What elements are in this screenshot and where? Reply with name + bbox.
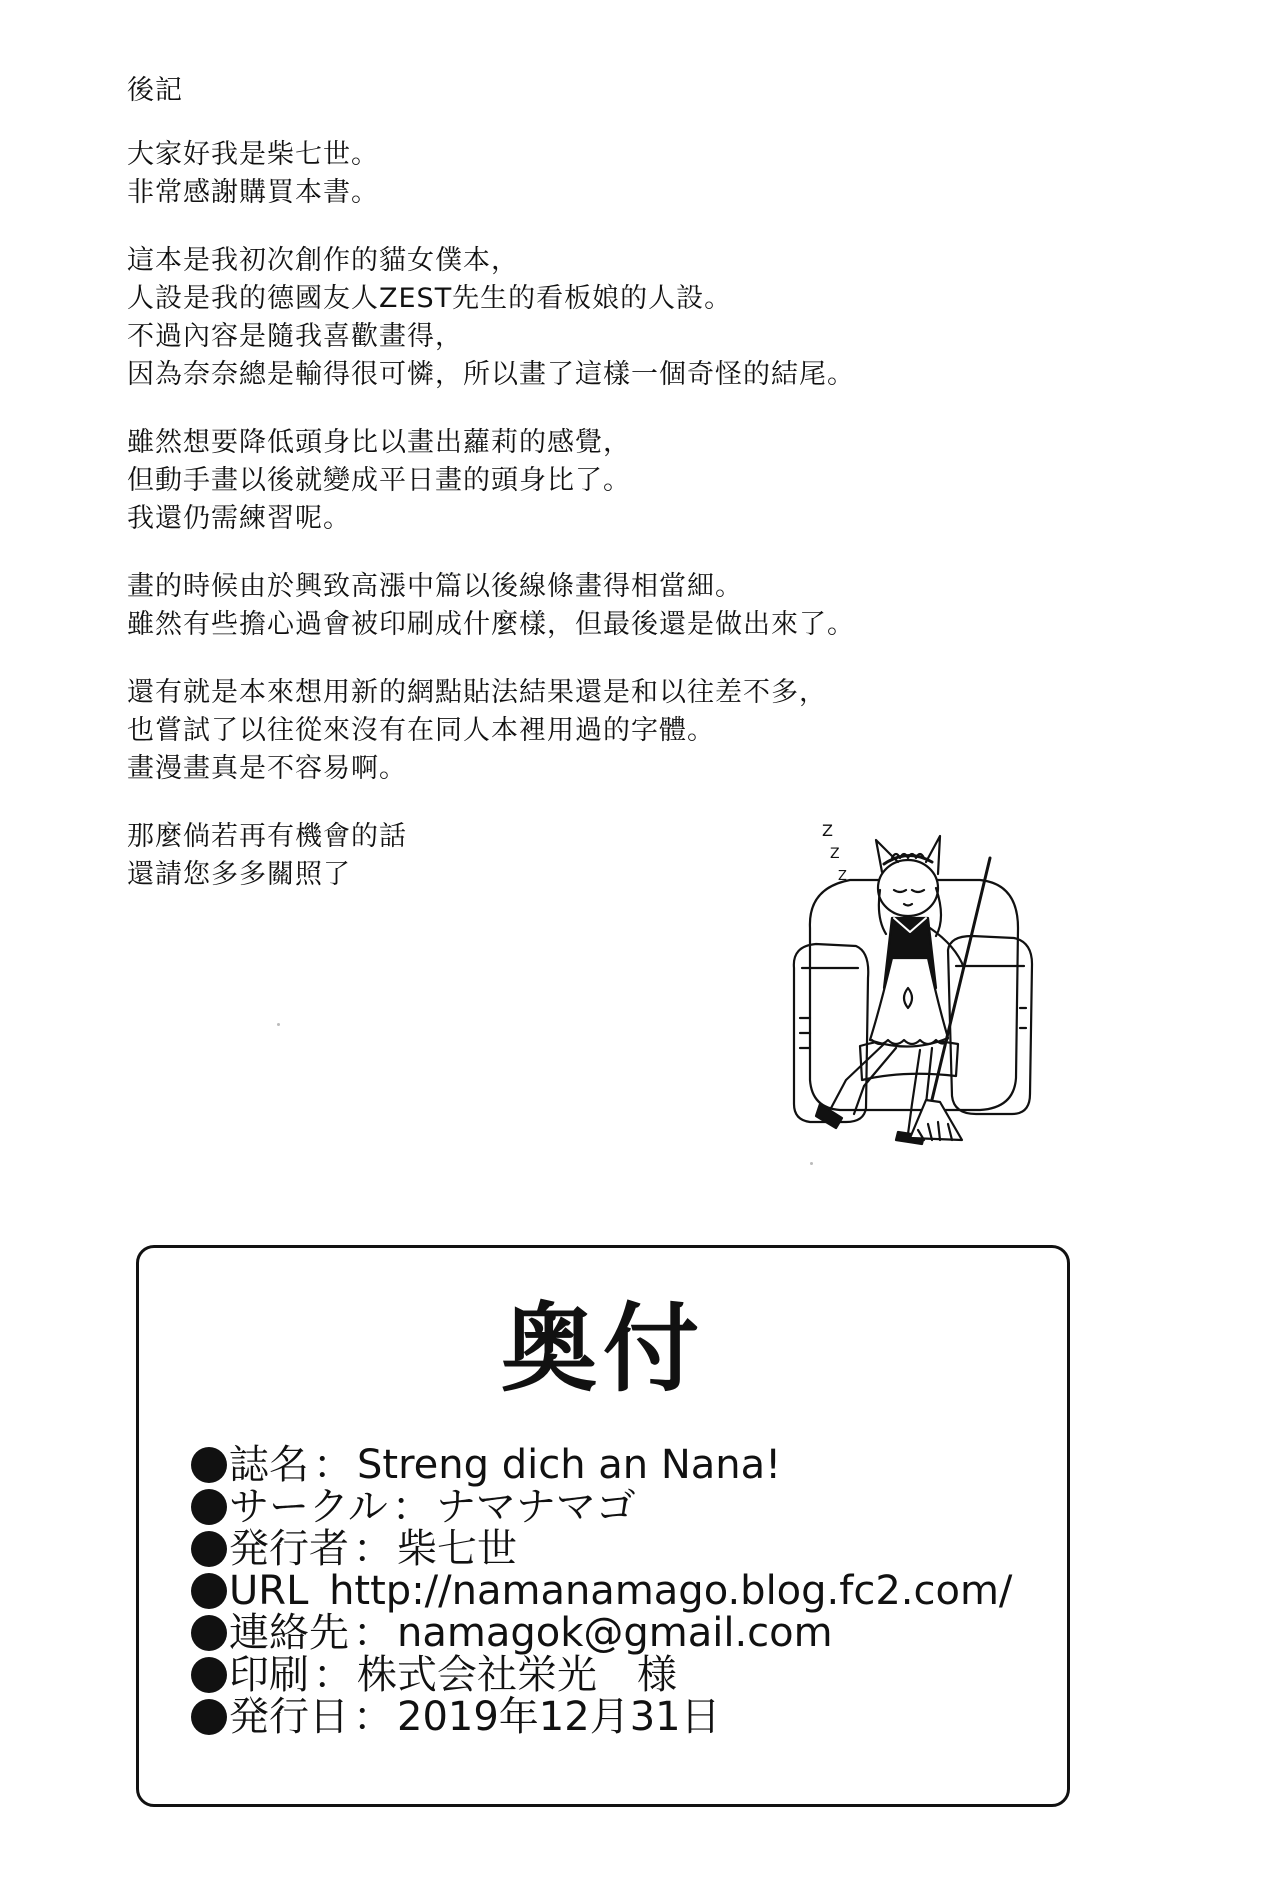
sleep-z-3: Z [838,869,847,884]
entry-label: URL [229,1568,309,1614]
afterword-line: 雖然想要降低頭身比以畫出蘿莉的感覺， [127,427,631,458]
afterword-paragraph [127,242,987,394]
colophon-entry-printer [191,1654,1012,1696]
bullet-icon [191,1489,227,1525]
entry-value: 株式会社栄光 様 [357,1652,677,1698]
sleeping-cat-maid-illustration [780,818,1040,1148]
colophon-entry-title [191,1444,1012,1486]
afterword-line: 還有就是本來想用新的網點貼法結果還是和以往差不多， [127,677,827,708]
afterword-line: 畫的時候由於興致高漲中篇以後線條畫得相當細。 [127,571,743,602]
entry-separator [312,1568,325,1614]
afterword-line: 還請您多多關照了 [127,859,351,890]
afterword-line: 非常感謝購買本書。 [127,177,379,208]
colophon-box [136,1245,1070,1807]
entry-value: namagok@gmail.com [397,1610,833,1656]
afterword-line: 但動手畫以後就變成平日畫的頭身比了。 [127,465,631,496]
colophon-entry-contact [191,1612,1012,1654]
entry-separator: ： [313,1442,353,1488]
afterword-line: 這本是我初次創作的貓女僕本， [127,245,519,276]
colophon-entry-url [191,1570,1012,1612]
paper-speck [277,1023,280,1026]
colophon-entry-circle [191,1486,1012,1528]
paper-speck [810,1162,813,1165]
afterword-paragraph [127,568,987,644]
colophon-title: 奥付 [501,1293,705,1405]
colophon-entry-date [191,1696,1012,1738]
afterword-line: 那麼倘若再有機會的話 [127,821,407,852]
afterword-paragraph [127,674,987,788]
entry-separator: ： [391,1484,432,1530]
afterword-title: 後記 [127,75,183,106]
entry-label: 連絡先 [229,1610,349,1656]
entry-value: ナマナマゴ [435,1484,636,1530]
colophon-list [191,1444,1012,1738]
entry-label: サークル [229,1484,388,1530]
afterword-line: 不過內容是隨我喜歡畫得， [127,321,463,352]
bullet-icon [191,1531,227,1567]
afterword-line: 人設是我的德國友人ZEST先生的看板娘的人設。 [127,283,733,314]
afterword-line: 因為奈奈總是輸得很可憐，所以畫了這樣一個奇怪的結尾。 [127,359,855,390]
afterword-line: 雖然有些擔心過會被印刷成什麼樣，但最後還是做出來了。 [127,609,855,640]
entry-separator: ： [353,1526,393,1572]
afterword-line: 我還仍需練習呢。 [127,503,351,534]
entry-separator: ： [313,1652,353,1698]
entry-label: 発行者 [229,1526,349,1572]
sleeping-cat-maid-icon [780,818,1040,1148]
bullet-icon [191,1699,227,1735]
afterword-line: 大家好我是柴七世。 [127,139,379,170]
entry-label: 印刷 [229,1652,309,1698]
bullet-icon [191,1447,227,1483]
entry-value: Streng dich an Nana! [357,1442,782,1488]
bullet-icon [191,1657,227,1693]
entry-separator: ： [353,1610,393,1656]
colophon-entry-publisher [191,1528,1012,1570]
afterword-line: 畫漫畫真是不容易啊。 [127,753,407,784]
entry-label: 発行日 [229,1694,349,1740]
entry-separator: ： [353,1694,393,1740]
entry-value: 2019年12月31日 [397,1694,721,1740]
afterword-section [127,72,987,924]
entry-value: http://namanamago.blog.fc2.com/ [329,1568,1013,1614]
entry-value: 柴七世 [397,1526,517,1572]
afterword-line: 也嘗試了以往從來沒有在同人本裡用過的字體。 [127,715,715,746]
entry-label: 誌名 [229,1442,309,1488]
bullet-icon [191,1573,227,1609]
sleep-z-2: Z [830,846,840,862]
afterword-paragraph [127,424,987,538]
bullet-icon [191,1615,227,1651]
afterword-paragraph [127,136,987,212]
sleep-z-1: Z [822,821,833,840]
